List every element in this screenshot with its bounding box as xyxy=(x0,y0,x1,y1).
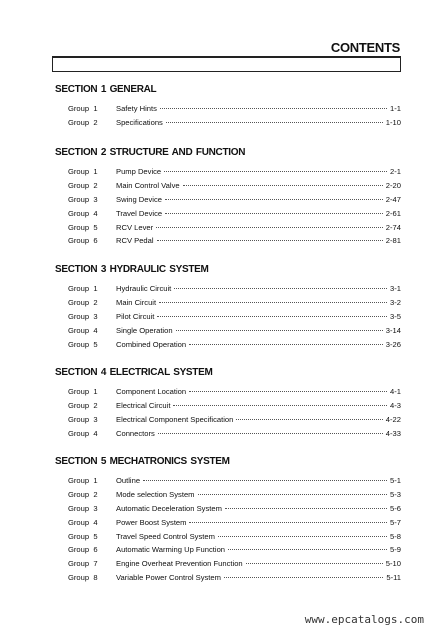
toc-entry-page: 2-74 xyxy=(385,222,401,232)
toc-entry-group: Group 5 xyxy=(68,531,98,541)
toc-entry-list xyxy=(55,165,401,248)
toc-entry-page: 2-1 xyxy=(390,167,401,176)
dot-leader xyxy=(218,536,387,537)
toc-entry-group: Group 6 xyxy=(68,545,98,555)
toc-entry-group: Group 4 xyxy=(68,208,98,218)
dot-leader xyxy=(246,563,383,564)
toc-entry xyxy=(55,324,401,338)
dot-leader xyxy=(158,433,383,434)
toc-entry-title: Electrical Circuit xyxy=(116,400,171,410)
toc-entry-page: 1-10 xyxy=(385,117,401,127)
toc-entry-title: Travel Speed Control System xyxy=(116,531,215,541)
section-heading: SECTION 4 ELECTRICAL SYSTEM xyxy=(55,367,213,378)
toc-entry-page: 5-3 xyxy=(390,489,401,499)
toc-entry-page: 3-14 xyxy=(385,325,401,335)
toc-entry-title: Pump Device xyxy=(116,167,162,176)
dot-leader xyxy=(189,522,387,523)
toc-section xyxy=(55,146,401,248)
dot-leader xyxy=(165,199,383,200)
toc-entry xyxy=(55,165,401,179)
dot-leader xyxy=(156,227,383,228)
toc-entry-page: 3-5 xyxy=(390,311,401,321)
section-heading: SECTION 3 HYDRAULIC SYSTEM xyxy=(55,264,209,275)
toc-entry xyxy=(55,488,401,502)
toc-entry xyxy=(55,474,401,488)
toc-entry-title: Hydraulic Circuit xyxy=(116,284,172,293)
dot-leader xyxy=(166,122,383,123)
toc-entry-group: Group 4 xyxy=(68,517,98,527)
toc-entry-group: Group 2 xyxy=(68,180,98,190)
toc-entry-group: Group 2 xyxy=(68,297,98,307)
toc-entry xyxy=(55,516,401,530)
toc-entry-title: Main Control Valve xyxy=(116,180,180,190)
toc-entry xyxy=(55,338,401,352)
title-rule-box xyxy=(52,56,401,72)
toc-entry-page: 3-2 xyxy=(390,297,401,307)
dot-leader xyxy=(189,391,387,392)
toc-entry-group: Group 8 xyxy=(68,573,98,583)
toc-entry-group: Group 6 xyxy=(68,236,98,246)
toc-entry-group: Group 2 xyxy=(68,400,98,410)
toc-entry xyxy=(55,543,401,557)
dot-leader xyxy=(174,288,387,289)
page-title: CONTENTS xyxy=(330,40,400,55)
toc-entry xyxy=(55,207,401,221)
toc-entry-group: Group 3 xyxy=(68,414,98,424)
toc-section xyxy=(55,83,401,130)
toc-entry xyxy=(55,102,401,116)
toc-entry xyxy=(55,385,401,399)
toc-entry-page: 4-3 xyxy=(390,400,401,410)
dot-leader xyxy=(236,419,382,420)
dot-leader xyxy=(160,108,387,109)
toc-entry xyxy=(55,502,401,516)
toc-entry-title: Electrical Component Specification xyxy=(116,414,234,424)
toc-entry-page: 5-7 xyxy=(390,517,401,527)
toc-entry-page: 2-81 xyxy=(385,236,401,246)
toc-entry-title: Pilot Circuit xyxy=(116,311,155,321)
dot-leader xyxy=(198,494,388,495)
toc-entry-title: Engine Overheat Prevention Function xyxy=(116,559,243,569)
toc-entry-group: Group 7 xyxy=(68,559,98,569)
dot-leader xyxy=(189,344,383,345)
toc-entry-title: Power Boost System xyxy=(116,517,187,527)
dot-leader xyxy=(183,185,383,186)
dot-leader xyxy=(165,213,383,214)
toc-entry xyxy=(55,571,401,585)
dot-leader xyxy=(224,577,383,578)
toc-entry xyxy=(55,413,401,427)
toc-entry-page: 3-1 xyxy=(390,284,401,293)
toc-entry-title: Main Circuit xyxy=(116,297,157,307)
dot-leader xyxy=(176,330,383,331)
toc-entry-page: 2-47 xyxy=(385,194,401,204)
toc-entry xyxy=(55,530,401,544)
toc-entry-title: Swing Device xyxy=(116,194,163,204)
toc-entry-group: Group 2 xyxy=(68,117,98,127)
toc-section xyxy=(55,366,401,441)
toc-entry-group: Group 1 xyxy=(68,104,98,113)
toc-entry-group: Group 5 xyxy=(68,339,98,349)
toc-entry-page: 4-22 xyxy=(385,414,401,424)
toc-entry-group: Group 1 xyxy=(68,387,98,396)
toc-entry-group: Group 4 xyxy=(68,325,98,335)
toc-entry-page: 4-1 xyxy=(390,387,401,396)
toc-entry-title: Connectors xyxy=(116,428,155,438)
toc-entry-page: 5-9 xyxy=(390,545,401,555)
toc-entry-title: Specifications xyxy=(116,117,163,127)
toc-entry xyxy=(55,310,401,324)
toc-entry xyxy=(55,116,401,130)
toc-entry-page: 1-1 xyxy=(390,104,401,113)
toc-entry-title: Single Operation xyxy=(116,325,173,335)
toc-entry-list xyxy=(55,282,401,351)
toc-entry-title: RCV Pedal xyxy=(116,236,154,246)
toc-entry xyxy=(55,557,401,571)
toc-entry xyxy=(55,296,401,310)
toc-entry-group: Group 1 xyxy=(68,284,98,293)
toc-entry-page: 5-10 xyxy=(385,559,401,569)
toc-entry-page: 5-8 xyxy=(390,531,401,541)
toc-section xyxy=(55,455,401,585)
dot-leader xyxy=(173,405,387,406)
dot-leader xyxy=(228,549,387,550)
dot-leader xyxy=(157,316,387,317)
dot-leader xyxy=(159,302,387,303)
toc-entry-list xyxy=(55,102,401,130)
section-heading: SECTION 5 MECHATRONICS SYSTEM xyxy=(55,456,230,467)
toc-entry-title: Travel Device xyxy=(116,208,163,218)
toc-section xyxy=(55,263,401,351)
toc-entry-list xyxy=(55,385,401,441)
toc-entry-title: Variable Power Control System xyxy=(116,573,221,583)
dot-leader xyxy=(164,171,387,172)
toc-entry xyxy=(55,427,401,441)
toc-entry-group: Group 4 xyxy=(68,428,98,438)
toc-entry-title: Automatic Warming Up Function xyxy=(116,545,226,555)
toc-entry xyxy=(55,234,401,248)
section-heading: SECTION 1 GENERAL xyxy=(55,84,157,95)
toc-entry-list xyxy=(55,474,401,585)
toc-entry-title: Mode selection System xyxy=(116,489,195,499)
toc-entry xyxy=(55,399,401,413)
toc-entry xyxy=(55,221,401,235)
toc-entry-page: 2-61 xyxy=(385,208,401,218)
toc-entry-title: Outline xyxy=(116,476,141,485)
toc-entry-page: 5-6 xyxy=(390,503,401,513)
toc-entry xyxy=(55,282,401,296)
toc-entry-page: 4-33 xyxy=(385,428,401,438)
watermark-text: www.epcatalogs.com xyxy=(304,613,424,626)
toc-entry-title: Component Location xyxy=(116,387,187,396)
toc-entry-group: Group 1 xyxy=(68,476,98,485)
toc-entry-page: 5-1 xyxy=(390,476,401,485)
dot-leader xyxy=(225,508,387,509)
toc-entry-page: 5-11 xyxy=(386,573,401,583)
toc-entry-group: Group 5 xyxy=(68,222,98,232)
toc-entry-title: RCV Lever xyxy=(116,222,154,232)
toc-entry-group: Group 3 xyxy=(68,311,98,321)
toc-entry-group: Group 1 xyxy=(68,167,98,176)
dot-leader xyxy=(143,480,387,481)
toc-entry-page: 2-20 xyxy=(385,180,401,190)
dot-leader xyxy=(157,240,383,241)
toc-entry xyxy=(55,179,401,193)
toc-entry-title: Automatic Deceleration System xyxy=(116,503,222,513)
section-heading: SECTION 2 STRUCTURE AND FUNCTION xyxy=(55,147,246,158)
toc-entry xyxy=(55,193,401,207)
toc-entry-group: Group 3 xyxy=(68,503,98,513)
toc-entry-page: 3-26 xyxy=(385,339,401,349)
toc-entry-group: Group 2 xyxy=(68,489,98,499)
toc-entry-title: Safety Hints xyxy=(116,104,157,113)
toc-entry-title: Combined Operation xyxy=(116,339,187,349)
toc-entry-group: Group 3 xyxy=(68,194,98,204)
